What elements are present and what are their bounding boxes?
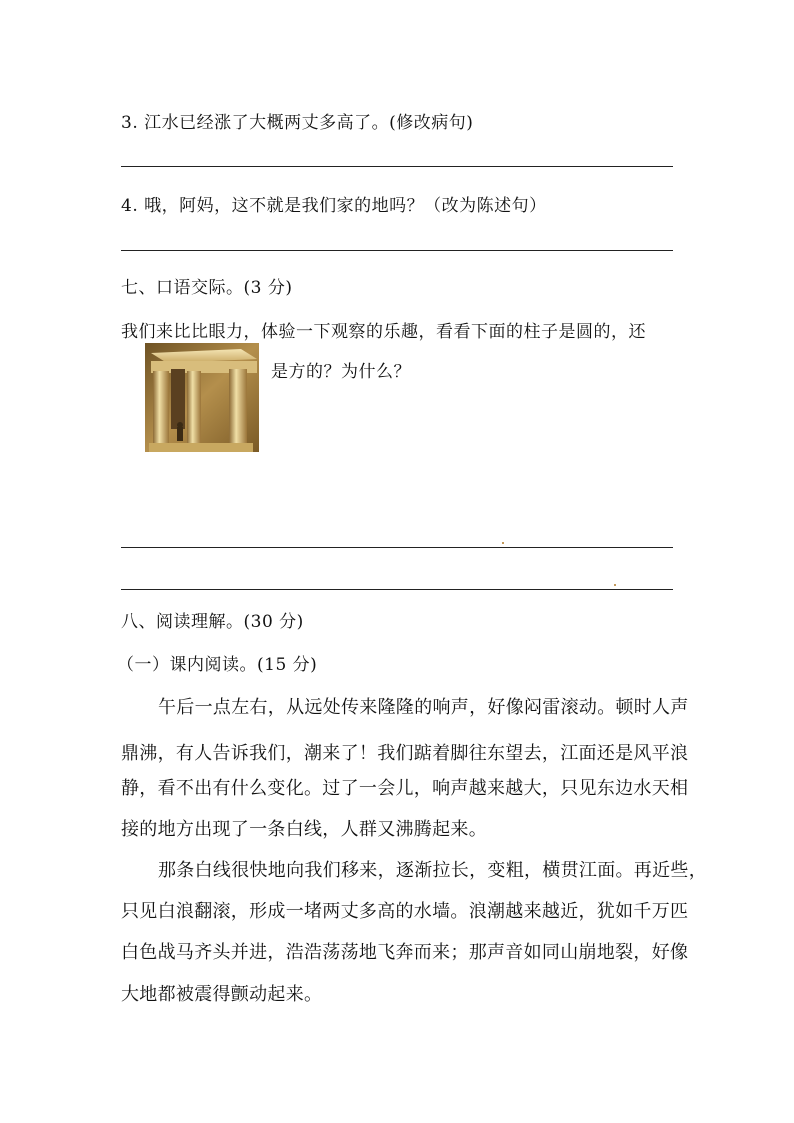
answer-line-q4[interactable] [121,250,673,251]
section-7-title: 七、口语交际。(3 分) [121,278,293,298]
passage-line: 那条白线很快地向我们移来，逐渐拉长，变粗，横贯江面。再近些， [158,860,707,881]
passage-line: 接的地方出现了一条白线，人群又沸腾起来。 [121,819,487,840]
stray-mark [614,584,616,586]
question-3: 3. 江水已经涨了大概两丈多高了。(修改病句) [121,113,474,133]
stray-mark [502,542,504,544]
question-4: 4. 哦，阿妈，这不就是我们家的地吗？（改为陈述句） [121,196,547,216]
section-7-prompt-line-1: 我们来比比眼力，体验一下观察的乐趣，看看下面的柱子是圆的，还 [121,322,646,342]
section-8-title: 八、阅读理解。(30 分) [121,612,304,632]
answer-line-q3[interactable] [121,166,673,167]
passage-line: 大地都被震得颤动起来。 [121,984,323,1005]
answer-line-section-7-a[interactable] [121,547,673,548]
passage-line: 鼎沸，有人告诉我们，潮来了！我们踮着脚往东望去，江面还是风平浪 [121,743,689,764]
passage-line: 只见白浪翻滚，形成一堵两丈多高的水墙。浪潮越来越近，犹如千万匹 [121,901,689,922]
pillar-illusion-image [145,343,259,452]
passage-line: 午后一点左右，从远处传来隆隆的响声，好像闷雷滚动。顿时人声 [158,697,689,718]
section-8-subtitle: （一）课内阅读。(15 分) [117,655,318,675]
section-7-prompt-line-2: 是方的？为什么？ [271,362,411,382]
passage-line: 静，看不出有什么变化。过了一会儿，响声越来越大，只见东边水天相 [121,778,689,799]
answer-line-section-7-b[interactable] [121,589,673,590]
passage-line: 白色战马齐头并进，浩浩荡荡地飞奔而来；那声音如同山崩地裂，好像 [121,942,689,963]
